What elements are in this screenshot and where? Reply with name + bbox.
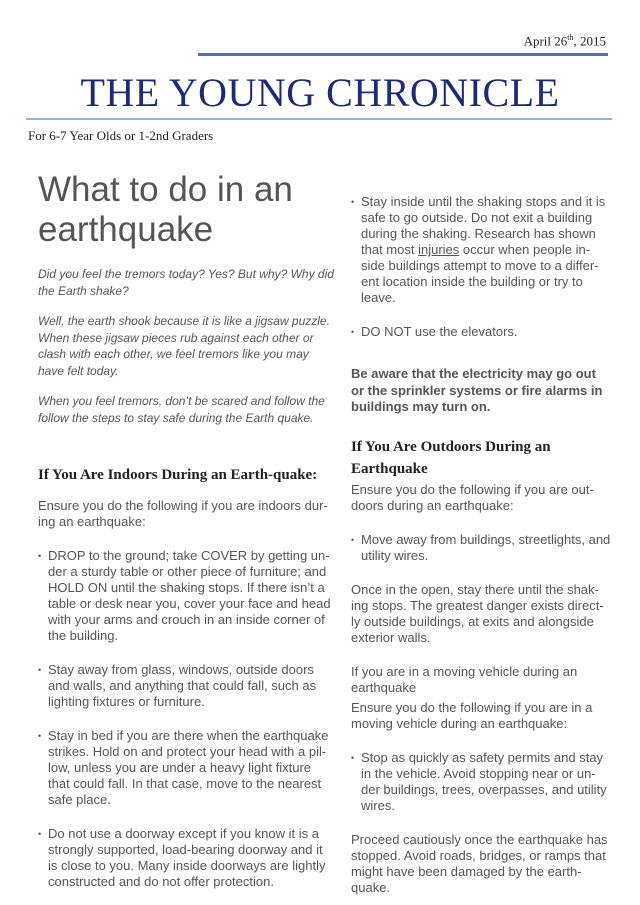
audience-note: For 6-7 Year Olds or 1-2nd Graders [28, 128, 214, 143]
list-item: • DO NOT use the elevators. [351, 324, 611, 340]
right-column [351, 194, 611, 896]
injuries-text-before: Stay inside until the shaking stops and it is safe to go outside. Do not exit a building during the shaking. Research has shown that most [361, 194, 606, 257]
indoors-heading: If You Are Indoors During an Earth-quake: [38, 467, 318, 483]
intro-paragraph: When you feel tremors, don’t be scared and follow the follow the steps to stay safe during the Earth quake. [38, 394, 325, 425]
list-item [351, 194, 611, 306]
list-item: • Stay away from glass, windows, outside doors and walls, and anything that could fall, such as lighting fixtures or furniture. [38, 662, 334, 710]
masthead-title: THE YOUNG CHRONICLE [80, 70, 560, 115]
date-year: , 2015 [573, 33, 606, 49]
indoors-list [38, 548, 334, 890]
bottom-rule [26, 118, 612, 120]
list-item: • Move away from buildings, streetlights, and utility wires. [351, 532, 611, 564]
list-item: • DROP to the ground; take COVER by getting un-der a sturdy table or other piece of furniture; and HOLD ON until the shaking stops. If there isn’t a table or desk near you, cover your face and head with your arms and crouch in an inside corner of the building. [38, 548, 334, 644]
date-main: April 26 [523, 33, 568, 49]
intro-paragraph: Did you feel the tremors today? Yes? But why? Why did the Earth shake? [38, 267, 334, 298]
injuries-text-after: occur when people in-side buildings attempt to move to a differ-ent location inside the building or try to leave. [361, 242, 599, 305]
list-item: • Stop as quickly as safety permits and stay in the vehicle. Avoid stopping near or un-der buildings, trees, overpasses, and utility wires. [351, 750, 611, 814]
top-rule [198, 53, 608, 56]
left-column [38, 170, 334, 890]
vehicle-lead: Ensure you do the following if you are in a moving vehicle during an earthquake: [351, 699, 593, 731]
vehicle-intro: If you are in a moving vehicle during an earthquake [351, 663, 578, 695]
outdoors-paragraph: Once in the open, stay there until the shak-ing stops. The greatest danger exists direct-ly outside buildings, at exits and alongside exterior walls. [351, 581, 604, 645]
intro-paragraph: Well, the earth shook because it is like a jigsaw puzzle. When these jigsaw pieces rub against each other or clash with each other, we feel tremors like you may have felt today. [38, 314, 330, 378]
list-item: • Stay in bed if you are there when the earthquake strikes. Hold on and protect your head with a pil-low, unless you are under a heavy light fixture that could fall. In that case, move to the nearest safe place. [38, 728, 334, 808]
closing-paragraph: Proceed cautiously once the earthquake has stopped. Avoid roads, bridges, or ramps that might have been damaged by the earth-quake. [351, 831, 608, 895]
issue-date [524, 33, 606, 49]
vehicle-list [351, 750, 611, 814]
indoors-list-continued [351, 194, 611, 340]
list-item: • Do not use a doorway except if you know it is a strongly supported, load-bearing doorway and it is close to you. Many inside doorways are lightly constructed and do not offer protection. [38, 826, 334, 890]
outdoors-list [351, 532, 611, 564]
injuries-link[interactable]: injuries [418, 242, 460, 257]
date-suffix: th [567, 33, 574, 42]
indoors-lead: Ensure you do the following if you are indoors dur-ing an earthquake: [38, 498, 328, 529]
electricity-warning: Be aware that the electricity may go out or the sprinkler systems or fire alarms in buildings may turn on. [351, 366, 603, 414]
outdoors-lead: Ensure you do the following if you are out-doors during an earthquake: [351, 481, 594, 513]
article-headline: What to do in an earthquake [38, 170, 293, 249]
outdoors-heading: If You Are Outdoors During an Earthquake [351, 438, 551, 477]
